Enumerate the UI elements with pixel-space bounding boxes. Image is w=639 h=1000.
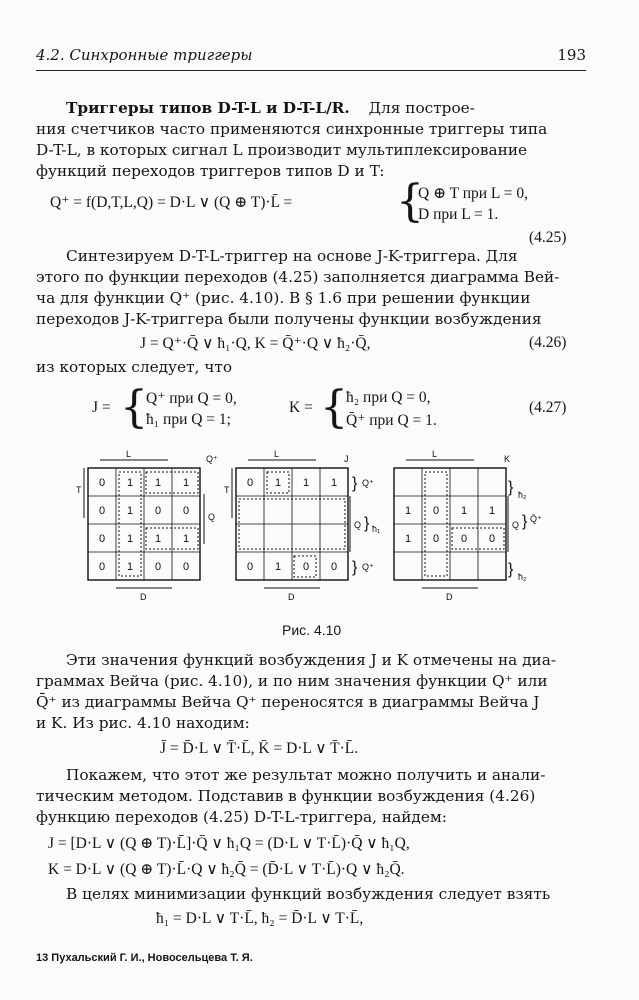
map2-label-t: T — [224, 485, 230, 495]
eq-4-27-number: (4.27) — [529, 399, 567, 416]
map1-cell: 0 — [182, 505, 190, 517]
map2-label-corner: J — [344, 454, 349, 464]
para5: В целях минимизации функций возбуждения следует взять — [66, 885, 551, 903]
after-4-26-text: из которых следует, что — [36, 358, 233, 376]
eq-4-25-lhs: Q⁺ = f(D,T,L,Q) = D·L ∨ (Q ⊕ T)·L̄ = — [50, 194, 293, 211]
map2-label-l: L — [274, 449, 280, 459]
eq-k-full: K = D·L ∨ (Q ⊕ T)·L̄·Q ∨ ħ₂Q̄ = (D̄·L ∨ T·L̄)·Q ∨ ħ₂Q̄. — [48, 861, 405, 878]
map1-cell: 0 — [154, 561, 162, 573]
para3-line-2: граммах Вейча (рис. 4.10), и по ним значения функции Q⁺ или — [36, 672, 548, 690]
eq-4-27-k-lhs: K = — [289, 399, 313, 416]
map2-cell: 1 — [330, 477, 338, 489]
map2-cell: 0 — [302, 561, 310, 573]
eq-4-25-case-2: D при L = 1. — [418, 206, 499, 223]
map2-label-d: D — [288, 592, 295, 602]
eq-4-27-j-brace: { — [120, 382, 148, 433]
eq-4-27-k-case-2: Q̄⁺ при Q = 1. — [346, 412, 437, 429]
map1-cell: 1 — [126, 561, 134, 573]
figure-4-10 — [0, 448, 639, 618]
map2-q-plus-top: Q⁺ — [362, 478, 374, 488]
svg-text:}: } — [508, 561, 514, 578]
map1-label-t: T — [76, 485, 82, 495]
map1-cell: 1 — [154, 477, 162, 489]
eq-4-27-k-brace: { — [320, 382, 348, 433]
map1-cell: 1 — [182, 477, 190, 489]
map3-cell: 0 — [432, 533, 440, 545]
map2-cell: 0 — [246, 477, 254, 489]
para2-line-3: ча для функции Q⁺ (рис. 4.10). В § 1.6 при решении функции — [36, 289, 531, 307]
map2-cell: 0 — [246, 561, 254, 573]
map3-cell: 1 — [460, 505, 468, 517]
map3-h2-bottom: ħ₂ — [518, 572, 527, 582]
map3-h2-top: ħ₂ — [518, 490, 527, 500]
map1-label-q: Q — [208, 512, 216, 522]
map2-q-plus-bottom: Q⁺ — [362, 562, 374, 572]
map3-label-q: Q — [512, 520, 520, 530]
map3-label-l: L — [432, 449, 438, 459]
eq-j-full: J = [D·L ∨ (Q ⊕ T)·L̄]·Q̄ ∨ ħ₁Q = (D·L ∨ T·L̄)·Q̄ ∨ ħ₁Q, — [48, 835, 410, 852]
para2-line-1: Синтезируем D-T-L-триггер на основе J-K-триггера. Для — [66, 247, 518, 265]
map1-cell: 1 — [126, 533, 134, 545]
eq-jk-bar: J̄ = D̄·L ∨ T̄·L̄, K̄ = D·L ∨ T̄·L̄. — [160, 740, 359, 757]
para3-line-4: и K. Из рис. 4.10 находим: — [36, 714, 250, 732]
eq-4-27-j-lhs: J = — [92, 399, 111, 416]
intro-line-4: функций переходов триггеров типов D и T: — [36, 162, 385, 180]
footer-signature: 13 Пухальский Г. И., Новосельцева Т. Я. — [36, 952, 253, 964]
eq-4-25-case-1: Q ⊕ T при L = 0, — [418, 185, 528, 202]
map1-cell: 0 — [98, 561, 106, 573]
eq-h: ħ₁ = D·L ∨ T·L̄, ħ₂ = D̄·L ∨ T·L̄, — [156, 910, 364, 927]
svg-text:}: } — [352, 475, 358, 492]
eq-4-26: J = Q⁺·Q̄ ∨ ħ₁·Q, K = Q̄⁺·Q ∨ ħ₂·Q̄, — [140, 335, 371, 352]
map1-label-l: L — [126, 449, 132, 459]
map3-label-d: D — [446, 592, 453, 602]
map1-label-d: D — [140, 592, 147, 602]
paragraph-heading: Триггеры типов D-T-L и D-T-L/R. — [66, 99, 350, 117]
map3-label-corner: K — [504, 454, 511, 464]
para4-line-1: Покажем, что этот же результат можно получить и анали- — [66, 766, 546, 784]
intro-line-1 — [66, 98, 475, 119]
map1-cell: 1 — [126, 505, 134, 517]
map3-cell: 0 — [460, 533, 468, 545]
intro-line-1-tail: Для построе- — [368, 99, 475, 117]
map2-label-q: Q — [354, 520, 362, 530]
running-header — [36, 46, 586, 71]
map1-cell: 1 — [182, 533, 190, 545]
para2-line-4: переходов J-K-триггера были получены функции возбуждения — [36, 310, 542, 328]
map3-q-plus: Q̄⁺ — [530, 514, 542, 524]
para3-line-1: Эти значения функций возбуждения J и K отмечены на диа- — [66, 651, 557, 669]
eq-4-27-j-case-2: ħ₁ при Q = 1; — [146, 411, 231, 428]
map3-cell: 0 — [432, 505, 440, 517]
veitch-map-k — [394, 449, 542, 602]
map1-cell: 1 — [126, 477, 134, 489]
section-title: 4.2. Синхронные триггеры — [36, 46, 253, 64]
eq-4-27-j-case-1: Q⁺ при Q = 0, — [146, 390, 237, 407]
intro-line-3: D-T-L, в которых сигнал L производит мультиплексирование — [36, 141, 528, 159]
eq-4-26-number: (4.26) — [529, 334, 567, 351]
map1-label-corner: Q⁺ — [206, 454, 218, 464]
map1-cell: 0 — [182, 561, 190, 573]
map1-cell: 0 — [98, 533, 106, 545]
map2-cell: 1 — [274, 561, 282, 573]
svg-text:}: } — [364, 515, 370, 532]
eq-4-25-number: (4.25) — [529, 229, 567, 246]
map1-cell: 0 — [98, 505, 106, 517]
map1-cell: 0 — [154, 505, 162, 517]
svg-text:}: } — [508, 479, 514, 496]
map2-cell: 1 — [274, 477, 282, 489]
map3-cell: 1 — [404, 533, 412, 545]
eq-4-25-brace: { — [396, 176, 424, 227]
page-number: 193 — [557, 46, 586, 64]
map2-label-h1: ħ₁ — [372, 524, 381, 534]
map3-cell: 1 — [404, 505, 412, 517]
map1-cell: 1 — [154, 533, 162, 545]
map3-cell: 0 — [488, 533, 496, 545]
veitch-map-q-plus — [76, 449, 218, 602]
intro-line-2: ния счетчиков часто применяются синхронные триггеры типа — [36, 120, 548, 138]
map2-cell: 1 — [302, 477, 310, 489]
figure-caption: Рис. 4.10 — [282, 622, 342, 638]
svg-text:}: } — [522, 513, 528, 530]
para4-line-2: тическим методом. Подставив в функции возбуждения (4.26) — [36, 787, 536, 805]
svg-text:}: } — [352, 559, 358, 576]
para3-line-3: Q̄⁺ из диаграммы Вейча Q⁺ переносятся в диаграммы Вейча J — [36, 693, 540, 711]
eq-4-27-k-case-1: ħ₂ при Q = 0, — [346, 389, 431, 406]
map1-cell: 0 — [98, 477, 106, 489]
para4-line-3: функцию переходов (4.25) D-T-L-триггера, найдем: — [36, 808, 447, 826]
veitch-map-j — [224, 449, 380, 602]
para2-line-2: этого по функции переходов (4.25) заполняется диаграмма Вей- — [36, 268, 560, 286]
map3-cell: 1 — [488, 505, 496, 517]
map2-cell: 0 — [330, 561, 338, 573]
